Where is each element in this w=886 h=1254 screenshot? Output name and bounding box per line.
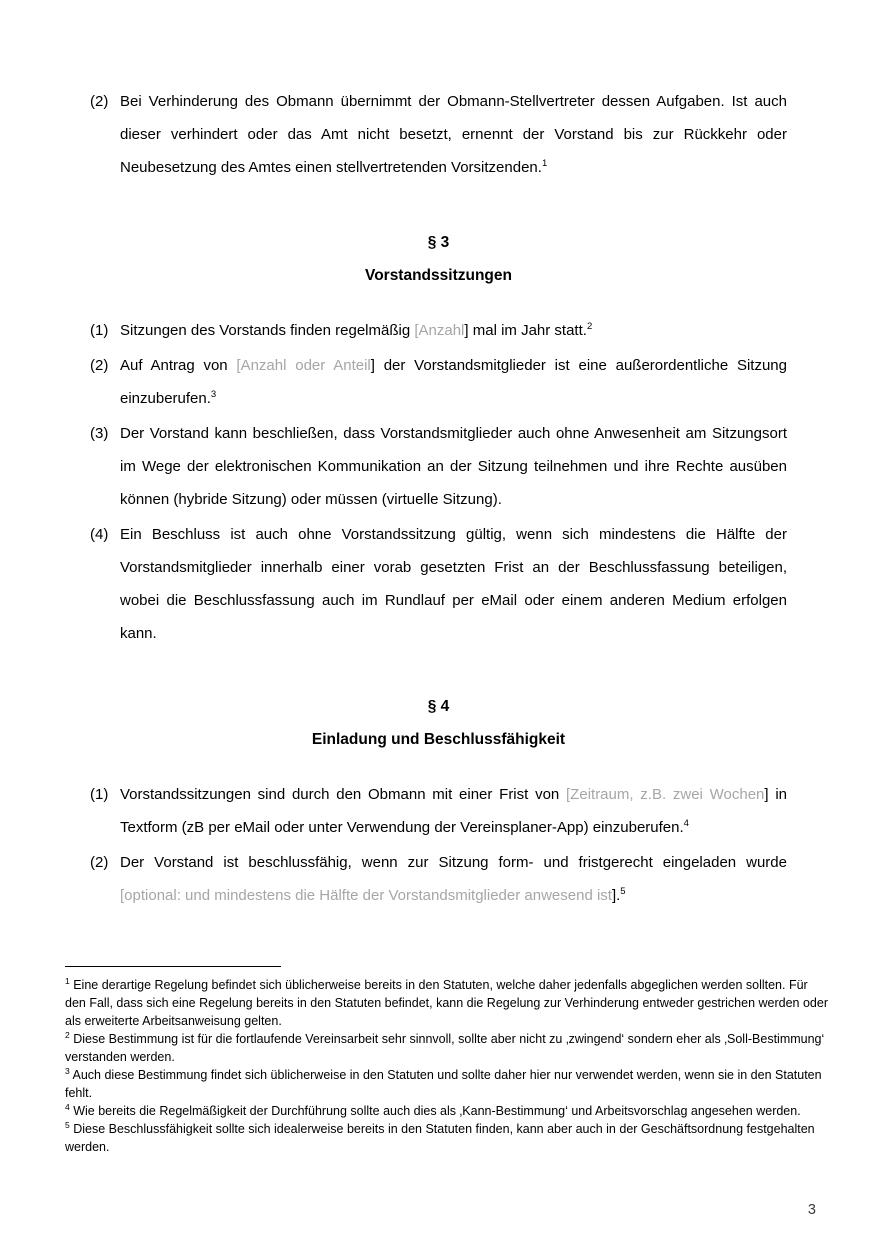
placeholder-text: [optional: und mindestens die Hälfte der Vorstandsmitglieder anwesend ist <box>120 887 612 904</box>
section4-title: Einladung und Beschlussfähigkeit <box>311 731 566 748</box>
footnote-ref: 4 <box>683 818 689 829</box>
item-number: (2) <box>90 93 109 110</box>
page-number: 3 <box>807 1202 816 1218</box>
list-item <box>90 349 787 415</box>
placeholder-text: [Anzahl oder Anteil <box>236 357 371 374</box>
item-number: (4) <box>90 526 109 543</box>
item-number: (1) <box>90 322 109 339</box>
footnote-marker: 1 <box>65 975 70 986</box>
footnote-marker: 4 <box>65 1101 70 1112</box>
item-text-pre: Vorstandssitzungen sind durch den Obmann mit einer Frist von <box>120 786 567 803</box>
item-text-pre: Der Vorstand ist beschlussfähig, wenn zur Sitzung form- und fristgerecht eingeladen wurde <box>120 854 787 871</box>
footnote-3 <box>65 1066 830 1102</box>
footnote-text: Wie bereits die Regelmäßigkeit der Durchführung sollte auch dies als ‚Kann-Bestimmung‘ und Arbeitsvorschlag angesehen werden. <box>69 1104 801 1118</box>
footnote-ref: 3 <box>210 389 217 400</box>
bracket-close: ] <box>464 322 469 339</box>
footnote-ref: 5 <box>620 886 626 897</box>
intro-paragraph-block <box>90 85 787 186</box>
footnote-4 <box>65 1102 830 1120</box>
placeholder-text: [Anzahl <box>414 322 465 339</box>
list-item <box>90 85 787 184</box>
list-item <box>90 314 787 347</box>
placeholder-text: [Zeitraum, z.B. zwei Wochen <box>566 786 765 803</box>
footnote-ref: 1 <box>541 158 548 169</box>
footnote-2 <box>65 1030 830 1066</box>
footnote-text: Eine derartige Regelung befindet sich üblicherweise bereits in den Statuten, welche daher jedenfalls abgeglichen werden sollten. Für den Fall, dass sich eine Regelung bereits in den Statuten befindet, kann die Regelung zur Verhinderung entweder gestrichen werden oder als erweiterte Arbeitsanweisung gelten. <box>65 978 829 1028</box>
footnote-marker: 3 <box>65 1065 70 1076</box>
list-item <box>90 518 787 650</box>
section3-title: Vorstandssitzungen <box>365 267 512 284</box>
item-text-pre: Auf Antrag von <box>120 357 237 374</box>
bracket-close: ]. <box>611 887 621 904</box>
footnotes-area <box>65 966 830 1156</box>
list-item <box>90 417 787 516</box>
item-text: Bei Verhinderung des Obmann übernimmt der Obmann-Stellvertreter dessen Aufgaben. Ist auch dieser verhindert oder das Amt nicht besetzt, ernennt der Vorstand bis zur Rückkehr oder Neubesetzung des Amtes einen stellvertretenden Vorsitzenden. <box>120 93 787 176</box>
footnote-marker: 2 <box>65 1029 70 1040</box>
item-text-post: in Textform (zB per eMail oder unter Verwendung der Vereinsplaner-App) einzuberufen. <box>120 786 788 836</box>
item-number: (2) <box>90 357 109 374</box>
item-text: Ein Beschluss ist auch ohne Vorstandssitzung gültig, wenn sich mindestens die Hälfte der Vorstandsmitglieder innerhalb einer vorab gesetzten Frist an der Beschlussfassung beteiligen, wobei die Beschlussfassung auch im Rundlauf per eMail oder einem anderen Medium erfolgen kann. <box>120 526 787 642</box>
item-number: (1) <box>90 786 109 803</box>
bracket-close: ] <box>370 357 375 374</box>
item-text: Der Vorstand kann beschließen, dass Vorstandsmitglieder auch ohne Anwesenheit am Sitzungsort im Wege der elektronischen Kommunikation an der Sitzung teilnehmen und ihre Rechte ausüben können (hybride Sitzung) oder müssen (virtuelle Sitzung). <box>120 425 787 508</box>
footnote-5 <box>65 1120 830 1156</box>
list-item <box>90 778 787 844</box>
footnote-marker: 5 <box>65 1119 70 1130</box>
list-item <box>90 846 787 912</box>
item-text-post: der Vorstandsmitglieder ist eine außerordentliche Sitzung einzuberufen. <box>120 357 787 407</box>
footnote-text: Diese Bestimmung ist für die fortlaufende Vereinsarbeit sehr sinnvoll, sollte aber nicht zu ‚zwingend‘ sondern eher als ‚Soll-Bestimmung‘ verstanden werden. <box>65 1032 825 1064</box>
section3-items <box>90 314 787 652</box>
section3-number: § 3 <box>427 234 450 251</box>
footnote-ref: 2 <box>586 321 593 332</box>
footnote-1 <box>65 976 830 1030</box>
item-text-pre: Sitzungen des Vorstands finden regelmäßig <box>120 322 415 339</box>
section4-number: § 4 <box>427 698 450 715</box>
bracket-close: ] <box>764 786 769 803</box>
item-number: (3) <box>90 425 109 442</box>
footnote-separator <box>65 966 281 967</box>
section4-items <box>90 778 787 914</box>
item-text-post: mal im Jahr statt. <box>468 322 587 339</box>
footnote-text: Diese Beschlussfähigkeit sollte sich idealerweise bereits in den Statuten finden, kann aber auch in der Geschäftsordnung festgehalten werden. <box>65 1122 815 1154</box>
footnote-text: Auch diese Bestimmung findet sich üblicherweise in den Statuten und sollte daher hier nur verwendet werden, wenn sie in den Statuten fehlt. <box>65 1068 822 1100</box>
item-number: (2) <box>90 854 109 871</box>
